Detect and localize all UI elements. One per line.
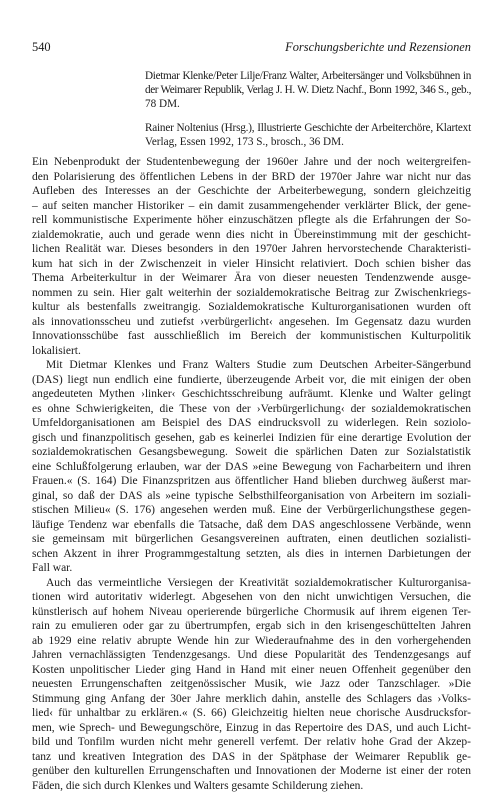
paragraph-line: Aufleben des Interesses an der Geschichte der Arbeiterbewegung, sondern gleichzeitig (32, 184, 471, 199)
running-title: Forschungsberichte und Rezensionen (285, 39, 471, 55)
paragraph-line: bild und Tonfilm wurden nicht mehr generell verfemt. Der relativ hohe Grad der Akzep- (32, 735, 471, 750)
paragraph-line: Fall war. (32, 561, 471, 576)
paragraph-line: genüber den kulturellen Errungenschaften und Innovationen der Moderne ist einer der roten (32, 764, 471, 779)
paragraph-line: sozialdemokratischen Gesangsbewegung. Soweit die spärlichen Daten zur Sozialstatistik (32, 445, 471, 460)
paragraph-line: es ohne Schwierigkeiten, die These von der ›Verbürgerlichung‹ der sozialdemokratischen (32, 402, 471, 417)
paragraph-line: Frauen.« (S. 164) Die Finanzspritzen aus öffentlicher Hand blieben durchweg äußerst mar- (32, 474, 471, 489)
paragraph-line: Stimmung ging Anfang der 30er Jahre merklich dahin, anstelle des Schlagers das ›Volks- (32, 692, 471, 707)
paragraph-line: men, wie Sprech- und Bewegungschöre, Einzug in das Repertoire des DAS, und auch Licht- (32, 721, 471, 736)
paragraph-line: Kosten unpolitischer Lieder ging Hand in Hand mit einer neuen Offenheit gegenüber den (32, 663, 471, 678)
paragraph-line: den Polarisierung des öffentlichen Lebens in der BRD der 1970er Jahre war nicht nur das (32, 170, 471, 185)
paragraph-line: (DAS) liegt nun endlich eine fundierte, überzeugende Arbeit vor, die mit einigen der oben (32, 373, 471, 388)
paragraph-line: als innovationsscheu und zutiefst ›verbürgerlicht‹ angesehen. Im Gegensatz dazu wurden (32, 315, 471, 330)
bibliography-line: Verlag, Essen 1992, 173 S., brosch., 36 DM. (145, 135, 471, 149)
paragraph-line: ginal, so daß der DAS als »eine typische Selbsthilfeorganisation von Arbeitern im soziali- (32, 489, 471, 504)
paragraph-line: nommen zu sein. Hier galt weiterhin der sozialdemokratische Beitrag zur Zwischenkriegs- (32, 286, 471, 301)
paragraph-line: Ein Nebenprodukt der Studentenbewegung der 1960er Jahre und der noch weitergreifen- (32, 155, 471, 170)
paragraph-line: kum hat sich in der Zwischenzeit in vieler Hinsicht relativiert. Doch schien bisher das (32, 257, 471, 272)
paragraph-line: ab 1929 eine relativ abrupte Wende hin zur Wiederaufnahme des in den vorhergehenden (32, 634, 471, 649)
paragraph-line: angedeuteten Mythen ›linker‹ Geschichtsschreibung aufräumt. Klenke und Walter gelingt (32, 387, 471, 402)
paragraph-line: Mit Dietmar Klenkes und Franz Walters Studie zum Deutschen Arbeiter-Sängerbund (32, 358, 471, 373)
review-body (32, 155, 471, 793)
bibliography-line: Dietmar Klenke/Peter Lilje/Franz Walter, Arbeitersänger und Volksbühnen in (145, 69, 471, 83)
paragraph-line: tionen wird autoritativ widerlegt. Abgesehen von den nicht unwichtigen Versuchen, die (32, 590, 471, 605)
paragraph (32, 155, 471, 358)
paragraph-line: rain zu emulieren oder gar zu übertrumpfen, ergab sich in den krisengeschüttelten Jahren (32, 619, 471, 634)
bibliography-entry (145, 69, 471, 111)
paragraph-line: läufige Tendenz war ebenfalls die Tatsache, daß dem DAS angeschlossene Verbände, wenn (32, 518, 471, 533)
paragraph (32, 358, 471, 576)
paragraph-line: schen Akzent in ihrer Programmgestaltung setzten, als dies in internen Darbietungen der (32, 547, 471, 562)
bibliography-line: der Weimarer Republik, Verlag J. H. W. Dietz Nachf., Bonn 1992, 346 S., geb., (145, 83, 471, 97)
paragraph-line: Auch das vermeintliche Versiegen der Kreativität sozialdemokratischer Kulturorganisa- (32, 576, 471, 591)
paragraph-line: lichen Realität war. Dieses besonders in den 1970er Jahren hervorstechende Charakteristi- (32, 242, 471, 257)
paragraph-line: Fäden, die sich durch Klenkes und Walters gesamte Schilderung ziehen. (32, 779, 471, 793)
paragraph-line: stischen Milieu« (S. 176) angesehen werden muß. Eine der Verbürgerlichungsthese gegen- (32, 503, 471, 518)
paragraph (32, 576, 471, 793)
paragraph-line: gisch und finanzpolitisch gesehen, gab es keinerlei Indizien für eine derartige Evolution der (32, 431, 471, 446)
paragraph-line: Umfeldorganisationen am Beispiel des DAS eindrucksvoll zu widerlegen. Rein soziolo- (32, 416, 471, 431)
paragraph-line: sie gemeinsam mit bürgerlichen Gesangsvereinen auftraten, einen deutlichen sozialisti- (32, 532, 471, 547)
paragraph-line: rell kommunistische Experimente höher einzuschätzen pflegte als die Erfahrungen der So- (32, 213, 471, 228)
paragraph-line: künstlerisch auf hohem Niveau operierende bürgerliche Chormusik auf ihrem eigenen Ter- (32, 605, 471, 620)
paragraph-line: – auf seiten mancher Historiker – ein damit zusammengehender verklärter Blick, der gene- (32, 199, 471, 214)
paragraph-line: lied‹ für unhaltbar zu erklären.« (S. 66) Gleichzeitig hielten neue chorische Ausdrucksfor- (32, 706, 471, 721)
paragraph-line: Thema Arbeiterkultur in der Weimarer Ära von dieser neuesten Tendenzwende ausge- (32, 271, 471, 286)
paragraph-line: eine Schlußfolgerung erlauben, war der DAS »eine Bewegung von Facharbeitern und ihren (32, 460, 471, 475)
paragraph-line: tanz und kreativen Integration des DAS in der Spätphase der Weimarer Republik ge- (32, 750, 471, 765)
paragraph-line: Jahren vernachlässigten Tendenzgesangs. Und diese Popularität des Tendenzgesangs auf (32, 648, 471, 663)
bibliography (145, 69, 471, 159)
paragraph-line: lokalisiert. (32, 344, 471, 359)
bibliography-line: Rainer Noltenius (Hrsg.), Illustrierte Geschichte der Arbeiterchöre, Klartext (145, 121, 471, 135)
page-header (32, 39, 471, 55)
paragraph-line: zialdemokratie, auch und gerade wenn dies nicht in Übereinstimmung mit der geschicht- (32, 228, 471, 243)
bibliography-line: 78 DM. (145, 97, 471, 111)
paragraph-line: neuesten Errungenschaften zeitgenössischer Musik, wie Jazz oder Tanzschlager. »Die (32, 677, 471, 692)
page-number: 540 (32, 39, 51, 55)
bibliography-entry (145, 121, 471, 149)
paragraph-line: Innovationsschübe fast ausschließlich im Bereich der kommunistischen Kulturpolitik (32, 329, 471, 344)
paragraph-line: kultur als bestenfalls zweitrangig. Sozialdemokratische Kulturorganisationen wurden oft (32, 300, 471, 315)
